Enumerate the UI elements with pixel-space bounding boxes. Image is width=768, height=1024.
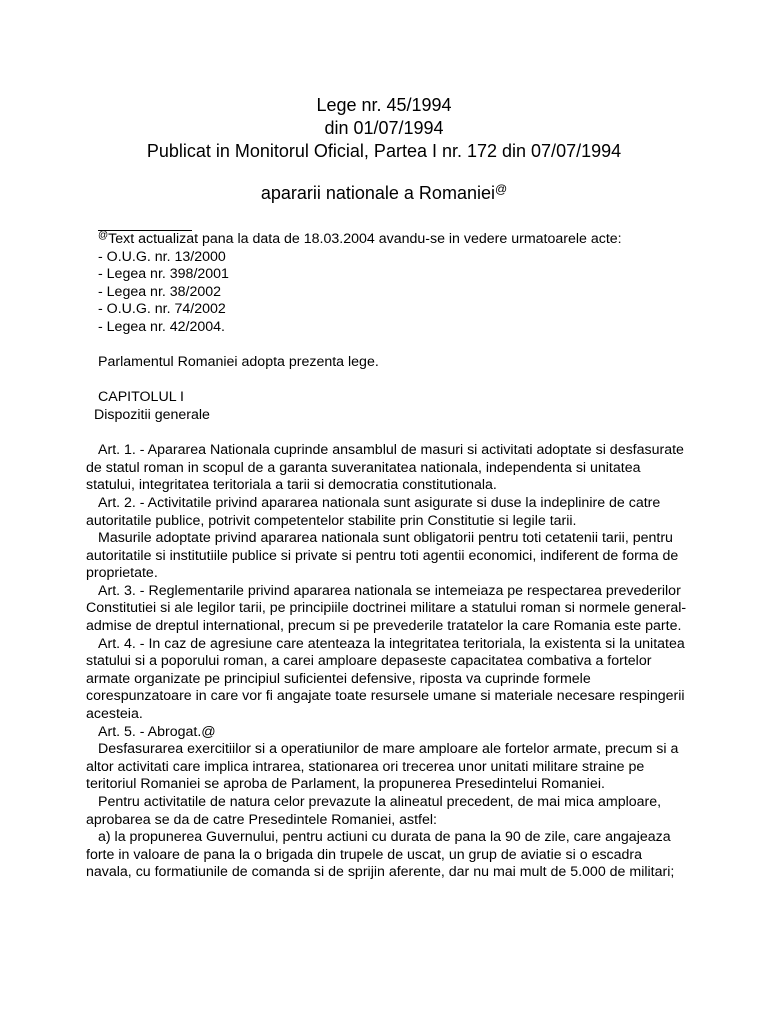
amending-act: - Legea nr. 38/2002 [98,283,222,300]
footnote-marker: @ [494,182,508,196]
law-date: din 01/07/1994 [324,118,444,138]
footnote-intro-text: Text actualizat pana la data de 18.03.2004 avandu-se in vedere urmatoarele acte: [108,231,622,247]
chapter-title: Dispozitii generale [94,406,210,423]
footnote-marker: @ [98,230,109,241]
article-5: Art. 5. - Abrogat.@ [98,723,216,740]
article-5-paragraph: Desfasurarea exercitiilor si a operatiunilor de mare amploare ale fortelor armate, precum si a altor activitati care implica intrarea, stationarea ori trecerea unor unitati militare straine pe teritoriul Romaniei se aproba de Parlament, la propunerea Presedintelui Romaniei. [86,741,679,793]
chapter-number: CAPITOLUL I [98,389,184,406]
article-5-list-item: a) la propunerea Guvernului, pentru actiuni cu durata de pana la 90 de zile, care angajeaza forte in valoare de pana la o brigada din trupele de uscat, un grup de aviatie si o escadra navala, cu formatiunile de comanda si de sprijin aferente, dar nu mai mult de 5.000 de militari; [86,829,675,881]
law-number: Lege nr. 45/1994 [316,95,452,115]
article-4: Art. 4. - In caz de agresiune care atenteaza la integritatea teritoriala, la existenta si la unitatea statului si a poporului roman, a carei amploare depaseste capacitatea combativa a fortelor armate organizate pe principiul suficientei defensive, riposta va cuprinde formele corespunzatoare in care vor fi angajate toate resursele umane si materiale necesare respingerii acesteia. [86,635,685,723]
footnote-intro [98,231,688,249]
amending-act: - Legea nr. 398/2001 [98,266,229,283]
article-3: Art. 3. - Reglementarile privind apararea nationala se intemeiaza pe respectarea prevederilor Constitutiei si ale legilor tarii, pe principiile doctrinei militare a statului roman si normele general-admise de dreptul international, precum si pe prevederile tratatelor la care Romania este parte. [86,582,687,635]
publication-info: Publicat in Monitorul Oficial, Partea I nr. 172 din 07/07/1994 [146,141,622,161]
amending-act: - O.U.G. nr. 74/2002 [98,301,226,318]
article-2: Art. 2. - Activitatile privind apararea nationala sunt asigurate si duse la indeplinire de catre autoritatile publice, potrivit competentelor stabilite prin Constitutie si legile tarii. [86,494,661,529]
amending-act: - O.U.G. nr. 13/2000 [98,248,226,265]
article-1: Art. 1. - Apararea Nationala cuprinde ansamblul de masuri si activitati adoptate si desfasurate de statul roman in scopul de a garanta suveranitatea nationala, independenta si unitatea statului, integritatea teritoriala a tarii si democratia constitutionala. [86,442,684,494]
document-body [86,230,688,882]
article-5-paragraph: Pentru activitatile de natura celor prevazute la alineatul precedent, de mai mica amploare, aprobarea se da de catre Presedintele Romaniei, astfel: [86,794,662,828]
law-title-text: apararii nationale a Romaniei [260,183,495,203]
amending-act: - Legea nr. 42/2004. [98,318,226,335]
law-title [0,182,768,205]
article-2-paragraph: Masurile adoptate privind apararea nationala sunt obligatorii pentru toti cetatenii tarii, pentru autoritatile si institutiile publice si private si pentru toti agentii economici, indiferent de forma de proprietate. [86,530,679,582]
document-header [0,94,768,205]
footnote-block [86,231,688,337]
preamble: Parlamentul Romaniei adopta prezenta lege. [98,354,379,371]
